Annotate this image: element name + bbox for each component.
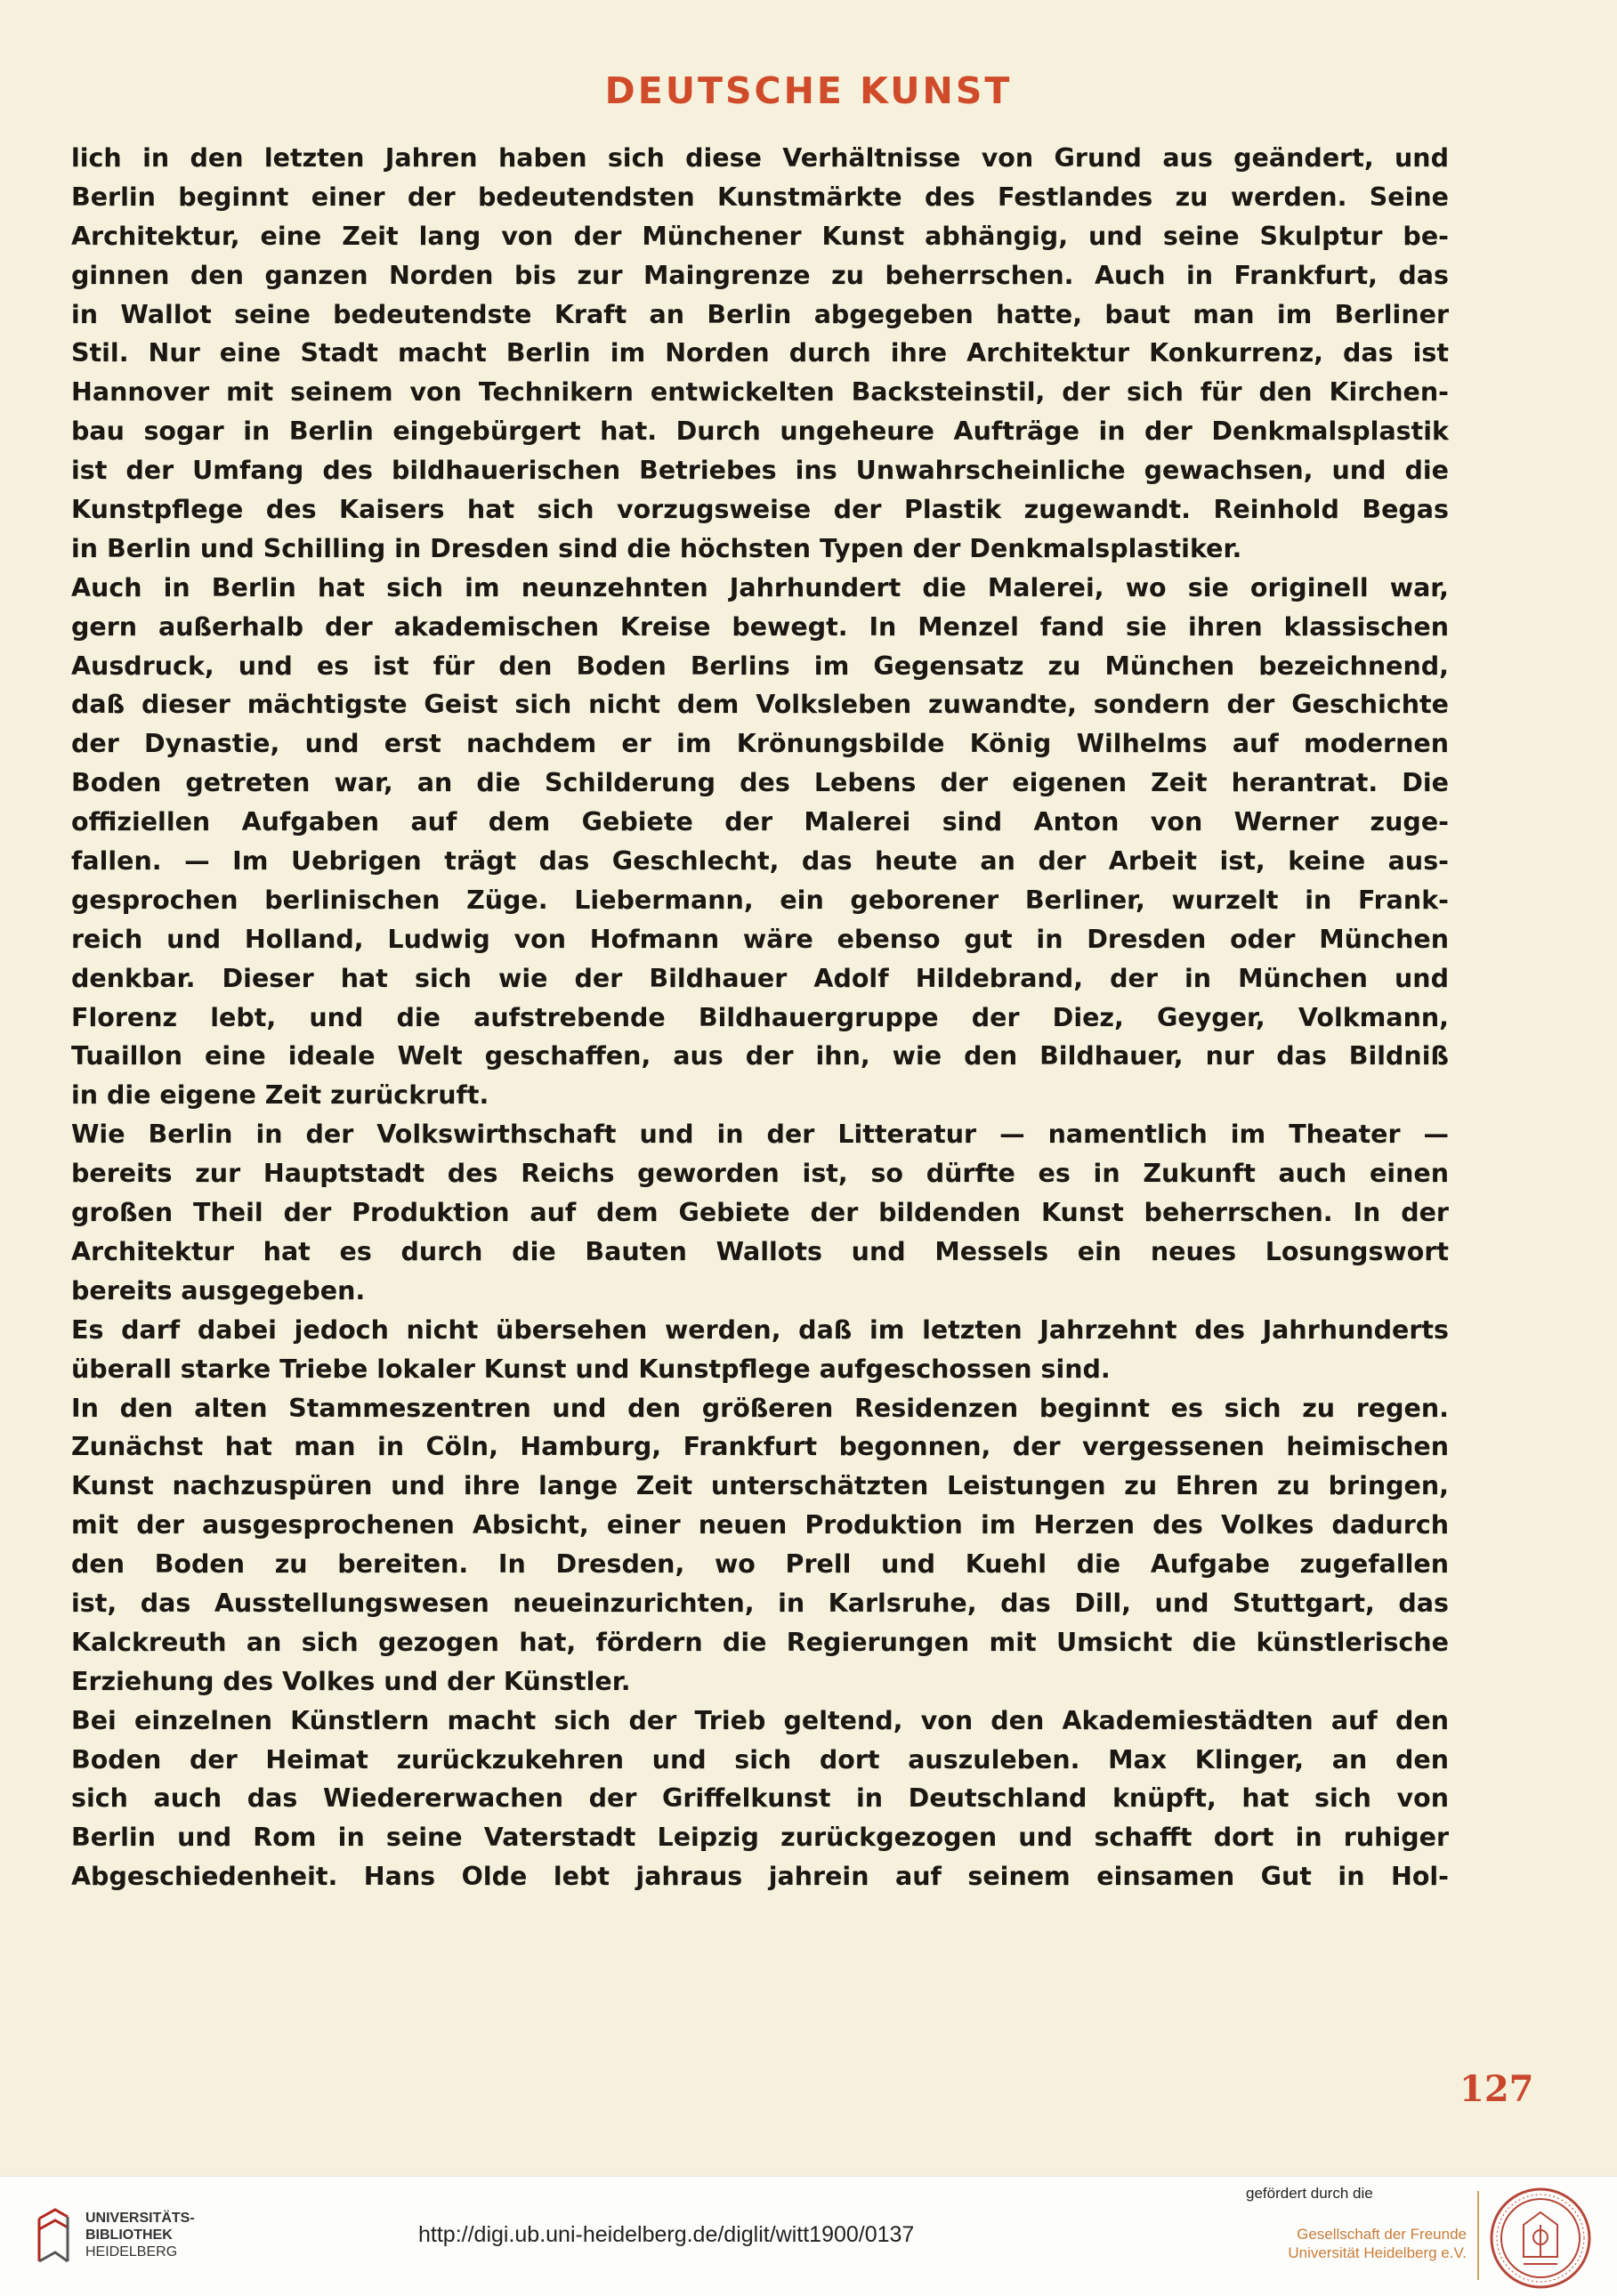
text-line: mit der ausgesprochenen Absicht, einer neuen Produktion im Herzen des Volkes dadurch [71, 1510, 1449, 1540]
text-line: In den alten Stammeszentren und den größeren Residenzen beginnt es sich zu regen. [71, 1393, 1449, 1423]
text-line: bau sogar in Berlin eingebürgert hat. Durch ungeheure Aufträge in der Denkmalsplastik [71, 416, 1449, 447]
text-line: daß dieser mächtigste Geist sich nicht dem Volksleben zuwandte, sondern der Geschichte [71, 690, 1449, 720]
text-line: lich in den letzten Jahren haben sich diese Verhältnisse von Grund aus geändert, und [71, 143, 1449, 173]
text-line: in Wallot seine bedeutendste Kraft an Berlin abgegeben hatte, baut man im Berliner [71, 299, 1449, 329]
library-name [85, 2210, 195, 2260]
footer-divider [1477, 2191, 1479, 2280]
text-line: Zunächst hat man in Cöln, Hamburg, Frankfurt begonnen, der vergessenen heimischen [71, 1432, 1449, 1462]
text-line: ist, das Ausstellungswesen neueinzurichten, in Karlsruhe, das Dill, und Stuttgart, das [71, 1588, 1449, 1618]
text-line: Ausdruck, und es ist für den Boden Berlins im Gegensatz zu München bezeichnend, [71, 651, 1449, 681]
text-line: Florenz lebt, und die aufstrebende Bildhauergruppe der Diez, Geyger, Volkmann, [71, 1002, 1449, 1032]
text-line: Bei einzelnen Künstlern macht sich der Trieb geltend, von den Akademiestädten auf den [71, 1705, 1449, 1735]
text-line: Hannover mit seinem von Technikern entwickelten Backsteinstil, der sich für den Kirchen- [71, 377, 1449, 408]
text-line: bereits zur Hauptstadt des Reichs geworden ist, so dürfte es in Zukunft auch einen [71, 1159, 1449, 1189]
text-line: gesprochen berlinischen Züge. Liebermann, ein geborener Berliner, wurzelt in Frank- [71, 885, 1449, 915]
friends-society-name [1210, 2225, 1467, 2262]
text-line: bereits ausgegeben. [71, 1275, 366, 1306]
text-line: Erziehung des Volkes und der Künstler. [71, 1666, 631, 1696]
university-library-logo-icon [34, 2204, 73, 2267]
text-line: Stil. Nur eine Stadt macht Berlin im Norden durch ihre Architektur Konkurrenz, das ist [71, 338, 1449, 368]
university-seal-icon [1488, 2186, 1593, 2291]
text-line: Es darf dabei jedoch nicht übersehen werden, daß im letzten Jahrzehnt des Jahrhunderts [71, 1314, 1449, 1345]
text-line: Wie Berlin in der Volkswirthschaft und in der Litteratur — namentlich im Theater — [71, 1120, 1449, 1150]
permalink-url[interactable]: http://digi.ub.uni-heidelberg.de/diglit/witt1900/0137 [418, 2222, 915, 2247]
text-line: Kunst nachzuspüren und ihre lange Zeit unterschätzten Leistungen zu Ehren zu bringen, [71, 1471, 1449, 1501]
society-name-line: Gesellschaft der Freunde [1297, 2226, 1467, 2243]
text-line: Kalckreuth an sich gezogen hat, fördern die Regierungen mit Umsicht die künstlerische [71, 1627, 1449, 1657]
text-line: in die eigene Zeit zurückruft. [71, 1080, 489, 1111]
library-name-line: BIBLIOTHEK [85, 2227, 173, 2243]
text-line: Architektur, eine Zeit lang von der Münchener Kunst abhängig, und seine Skulptur be- [71, 221, 1449, 251]
text-line: Architektur hat es durch die Bauten Wallots und Messels ein neues Losungswort [71, 1236, 1449, 1266]
library-name-line: HEIDELBERG [85, 2244, 178, 2260]
text-line: in Berlin und Schilling in Dresden sind die höchsten Typen der Denkmalsplastiker. [71, 533, 1242, 563]
text-line: den Boden zu bereiten. In Dresden, wo Prell und Kuehl die Aufgabe zugefallen [71, 1549, 1449, 1580]
text-line: reich und Holland, Ludwig von Hofmann wäre ebenso gut in Dresden oder München [71, 924, 1449, 954]
text-line: Berlin und Rom in seine Vaterstadt Leipzig zurückgezogen und schafft dort in ruhiger [71, 1823, 1449, 1853]
text-line: Kunstpflege des Kaisers hat sich vorzugsweise der Plastik zugewandt. Reinhold Begas [71, 495, 1449, 525]
text-line: der Dynastie, und erst nachdem er im Krönungsbilde König Wilhelms auf modernen [71, 729, 1449, 759]
text-line: Auch in Berlin hat sich im neunzehnten Jahrhundert die Malerei, wo sie originell war, [71, 572, 1449, 602]
text-line: Tuaillon eine ideale Welt geschaffen, aus der ihn, wie den Bildhauer, nur das Bildniß [71, 1041, 1449, 1071]
text-line: Berlin beginnt einer der bedeutendsten Kunstmärkte des Festlandes zu werden. Seine [71, 182, 1449, 212]
text-line: gern außerhalb der akademischen Kreise bewegt. In Menzel fand sie ihren klassischen [71, 611, 1449, 642]
text-line: Boden der Heimat zurückzukehren und sich dort auszuleben. Max Klinger, an den [71, 1744, 1449, 1775]
text-line: großen Theil der Produktion auf dem Gebiete der bildenden Kunst beherrschen. In der [71, 1198, 1449, 1228]
text-line: Abgeschiedenheit. Hans Olde lebt jahraus jahrein auf seinem einsamen Gut in Hol- [71, 1862, 1449, 1892]
funded-by-label: gefördert durch die [1246, 2185, 1373, 2202]
body-text [71, 139, 1449, 1896]
text-line: ist der Umfang des bildhauerischen Betriebes ins Unwahrscheinliche gewachsen, und die [71, 456, 1449, 486]
text-line: sich auch das Wiedererwachen der Griffelkunst in Deutschland knüpft, hat sich von [71, 1783, 1449, 1814]
text-line: denkbar. Dieser hat sich wie der Bildhauer Adolf Hildebrand, der in München und [71, 963, 1449, 993]
text-line: fallen. — Im Uebrigen trägt das Geschlecht, das heute an der Arbeit ist, keine aus- [71, 846, 1449, 877]
text-line: offiziellen Aufgaben auf dem Gebiete der Malerei sind Anton von Werner zuge- [71, 807, 1449, 837]
text-line: ginnen den ganzen Norden bis zur Maingrenze zu beherrschen. Auch in Frankfurt, das [71, 260, 1449, 290]
page-number: 127 [1459, 2068, 1534, 2110]
library-name-line: UNIVERSITÄTS- [85, 2211, 195, 2226]
text-line: Boden getreten war, an die Schilderung des Lebens der eigenen Zeit herantrat. Die [71, 768, 1449, 798]
text-line: überall starke Triebe lokaler Kunst und Kunstpflege aufgeschossen sind. [71, 1354, 1111, 1384]
society-name-line: Universität Heidelberg e.V. [1288, 2244, 1467, 2261]
running-header: DEUTSCHE KUNST [604, 69, 1013, 112]
